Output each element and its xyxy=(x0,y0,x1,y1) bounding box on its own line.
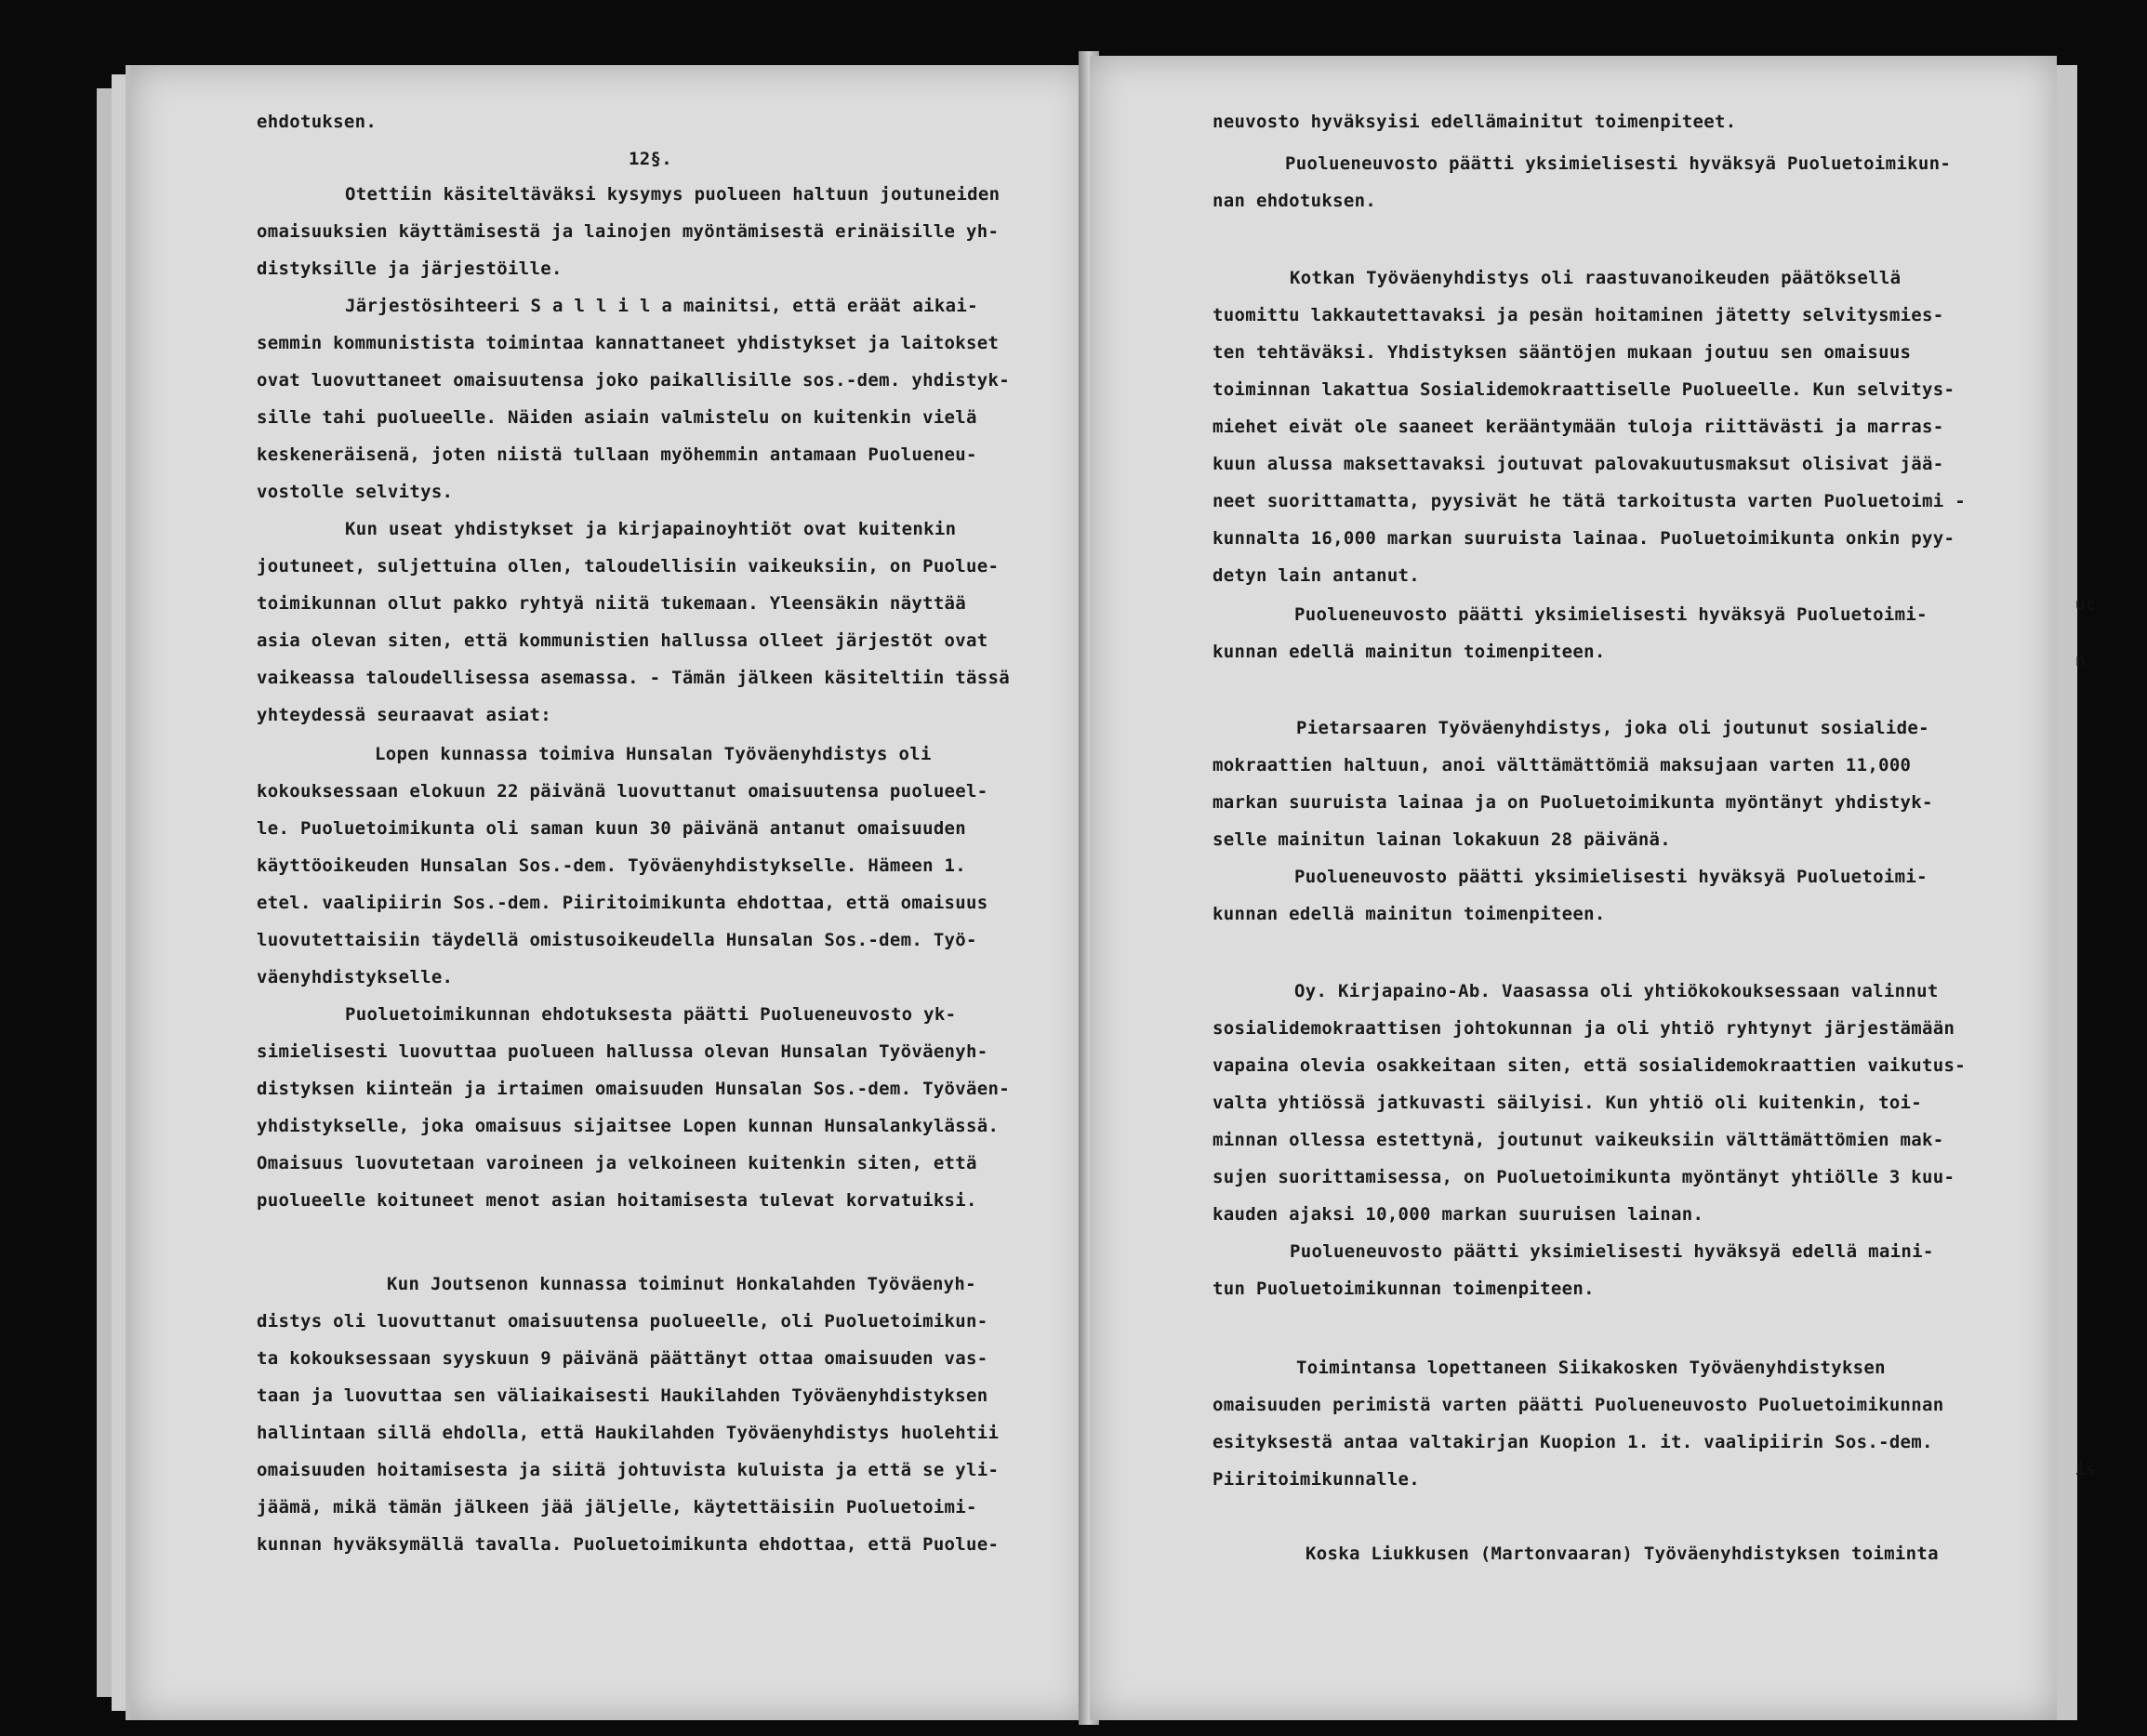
text-line: Puolueneuvosto päätti yksimielisesti hyväksyä Puoluetoimi- xyxy=(1294,604,1928,625)
text-line: Puolueneuvosto päätti yksimielisesti hyväksyä Puoluetoimikun- xyxy=(1285,153,1952,174)
text-line: omaisuuden perimistä varten päätti Puolueneuvosto Puoluetoimikunnan xyxy=(1213,1395,1944,1415)
margin-fragment: is xyxy=(2075,1460,2096,1479)
text-line: kunnan edellä mainitun toimenpiteen. xyxy=(1213,904,1606,924)
text-line: vostolle selvitys. xyxy=(257,482,454,502)
text-line: Omaisuus luovutetaan varoineen ja velkoineen kuitenkin siten, että xyxy=(257,1153,977,1173)
text-line: vaikeassa taloudellisessa asemassa. - Tämän jälkeen käsiteltiin tässä xyxy=(257,668,1010,688)
left-page xyxy=(126,65,1089,1720)
text-line: tuomittu lakkautettavaksi ja pesän hoitaminen jätetty selvitysmies- xyxy=(1213,305,1944,325)
text-line: Puolueneuvosto päätti yksimielisesti hyväksyä Puoluetoimi- xyxy=(1294,867,1928,887)
text-line: Oy. Kirjapaino-Ab. Vaasassa oli yhtiökokouksessaan valinnut xyxy=(1294,981,1939,1001)
text-line: puolueelle koituneet menot asian hoitamisesta tulevat korvatuiksi. xyxy=(257,1190,977,1211)
text-line: omaisuuden hoitamisesta ja siitä johtuvista kuluista ja että se yli- xyxy=(257,1460,1000,1480)
text-line: jäämä, mikä tämän jälkeen jää jäljelle, käytettäisiin Puoluetoimi- xyxy=(257,1497,977,1517)
text-line: asia olevan siten, että kommunistien hallussa olleet järjestöt ovat xyxy=(257,630,988,651)
text-line: Otettiin käsiteltäväksi kysymys puolueen haltuun joutuneiden xyxy=(345,184,1001,205)
text-line: distys oli luovuttanut omaisuutensa puolueelle, oli Puoluetoimikun- xyxy=(257,1311,988,1332)
page-stack-edge xyxy=(2055,65,2077,1720)
text-line: ten tehtäväksi. Yhdistyksen sääntöjen mukaan joutuu sen omaisuus xyxy=(1213,342,1912,363)
text-line: Pietarsaaren Työväenyhdistys, joka oli joutunut sosialide- xyxy=(1296,718,1929,738)
text-line: neet suorittamatta, pyysivät he tätä tarkoitusta varten Puoluetoimi - xyxy=(1213,491,1966,511)
text-line: kokouksessaan elokuun 22 päivänä luovuttanut omaisuutensa puolueel- xyxy=(257,781,988,802)
margin-fragment: uc xyxy=(2075,595,2096,615)
text-line: Puoluetoimikunnan ehdotuksesta päätti Puolueneuvosto yk- xyxy=(345,1004,957,1025)
text-line: selle mainitun lainan lokakuun 28 päivänä. xyxy=(1213,829,1672,850)
text-line: Koska Liukkusen (Martonvaaran) Työväenyhdistyksen toiminta xyxy=(1305,1544,1939,1564)
text-line: neuvosto hyväksyisi edellämainitut toimenpiteet. xyxy=(1213,112,1737,132)
text-line: kunnalta 16,000 markan suuruista lainaa. Puoluetoimikunta onkin pyy- xyxy=(1213,528,1955,549)
text-line: Kun useat yhdistykset ja kirjapainoyhtiöt ovat kuitenkin xyxy=(345,519,957,539)
text-line: Toimintansa lopettaneen Siikakosken Työväenyhdistyksen xyxy=(1296,1358,1886,1378)
text-line: ta kokouksessaan syyskuun 9 päivänä päättänyt ottaa omaisuuden vas- xyxy=(257,1348,988,1369)
text-line: sosialidemokraattisen johtokunnan ja oli yhtiö ryhtynyt järjestämään xyxy=(1213,1018,1955,1039)
text-line: käyttöoikeuden Hunsalan Sos.-dem. Työväenyhdistykselle. Hämeen 1. xyxy=(257,855,967,876)
text-line: etel. vaalipiirin Sos.-dem. Piiritoimikunta ehdottaa, että omaisuus xyxy=(257,893,988,913)
text-line: ehdotuksen. xyxy=(257,112,378,132)
text-line: tun Puoluetoimikunnan toimenpiteen. xyxy=(1213,1279,1595,1299)
text-line: miehet eivät ole saaneet kerääntymään tuloja riittävästi ja marras- xyxy=(1213,417,1944,437)
text-line: markan suuruista lainaa ja on Puoluetoimikunta myöntänyt yhdistyk- xyxy=(1213,792,1933,813)
text-line: toimikunnan ollut pakko ryhtyä niitä tukemaan. Yleensäkin näyttää xyxy=(257,593,967,614)
text-line: valta yhtiössä jatkuvasti säilyisi. Kun yhtiö oli kuitenkin, toi- xyxy=(1213,1093,1923,1113)
text-line: yhteydessä seuraavat asiat: xyxy=(257,705,551,725)
text-line: distyksen kiinteän ja irtaimen omaisuuden Hunsalan Sos.-dem. Työväen- xyxy=(257,1079,1010,1099)
text-line: mokraattien haltuun, anoi välttämättömiä maksujaan varten 11,000 xyxy=(1213,755,1912,775)
text-line: kauden ajaksi 10,000 markan suuruisen lainan. xyxy=(1213,1204,1704,1225)
text-line: omaisuuksien käyttämisestä ja lainojen myöntämisestä erinäisille yh- xyxy=(257,221,1000,242)
text-line: ovat luovuttaneet omaisuutensa joko paikallisille sos.-dem. yhdistyk- xyxy=(257,370,1010,391)
text-line: nan ehdotuksen. xyxy=(1213,191,1377,211)
text-line: le. Puoluetoimikunta oli saman kuun 30 päivänä antanut omaisuuden xyxy=(257,818,967,839)
text-line: sujen suorittamisessa, on Puoluetoimikunta myöntänyt yhtiölle 3 kuu- xyxy=(1213,1167,1955,1187)
text-line: taan ja luovuttaa sen väliaikaisesti Haukilahden Työväenyhdistyksen xyxy=(257,1385,988,1406)
text-line: väenyhdistykselle. xyxy=(257,967,454,987)
text-line: joutuneet, suljettuina ollen, taloudellisiin vaikeuksiin, on Puolue- xyxy=(257,556,1000,576)
margin-fragment: n xyxy=(2075,651,2086,670)
text-line: semmin kommunistista toimintaa kannattaneet yhdistykset ja laitokset xyxy=(257,333,1000,353)
text-line: kunnan hyväksymällä tavalla. Puoluetoimikunta ehdottaa, että Puolue- xyxy=(257,1534,1000,1555)
text-line: luovutettaisiin täydellä omistusoikeudella Hunsalan Sos.-dem. Työ- xyxy=(257,930,977,950)
text-line: Piiritoimikunnalle. xyxy=(1213,1469,1421,1490)
text-line: Kun Joutsenon kunnassa toiminut Honkalahden Työväenyh- xyxy=(387,1274,976,1294)
text-line: esityksestä antaa valtakirjan Kuopion 1. it. vaalipiirin Sos.-dem. xyxy=(1213,1432,1933,1452)
right-page xyxy=(1090,56,2057,1720)
text-line: Kotkan Työväenyhdistys oli raastuvanoikeuden päätöksellä xyxy=(1290,268,1902,288)
text-line: Puolueneuvosto päätti yksimielisesti hyväksyä edellä maini- xyxy=(1290,1241,1934,1262)
text-line: yhdistykselle, joka omaisuus sijaitsee Lopen kunnan Hunsalankylässä. xyxy=(257,1116,1000,1136)
text-line: sille tahi puolueelle. Näiden asiain valmistelu on kuitenkin vielä xyxy=(257,407,977,428)
text-line: Lopen kunnassa toimiva Hunsalan Työväenyhdistys oli xyxy=(375,744,932,764)
text-line: simielisesti luovuttaa puolueen hallussa olevan Hunsalan Työväenyh- xyxy=(257,1041,988,1062)
text-line: toiminnan lakattua Sosialidemokraattiselle Puolueelle. Kun selvitys- xyxy=(1213,379,1955,400)
text-line: hallintaan sillä ehdolla, että Haukilahden Työväenyhdistys huolehtii xyxy=(257,1423,1000,1443)
text-line: kunnan edellä mainitun toimenpiteen. xyxy=(1213,642,1606,662)
text-line: distyksille ja järjestöille. xyxy=(257,258,563,279)
text-line: vapaina olevia osakkeitaan siten, että sosialidemokraattien vaikutus- xyxy=(1213,1055,1966,1076)
text-line: Järjestösihteeri S a l l i l a mainitsi, että eräät aikai- xyxy=(345,296,978,316)
text-line: detyn lain antanut. xyxy=(1213,565,1421,586)
text-line: 12§. xyxy=(629,149,672,169)
text-line: kuun alussa maksettavaksi joutuvat palovakuutusmaksut olisivat jää- xyxy=(1213,454,1944,474)
text-line: minnan ollessa estettynä, joutunut vaikeuksiin välttämättömien mak- xyxy=(1213,1130,1944,1150)
text-line: keskeneräisenä, joten niistä tullaan myöhemmin antamaan Puolueneu- xyxy=(257,444,977,465)
